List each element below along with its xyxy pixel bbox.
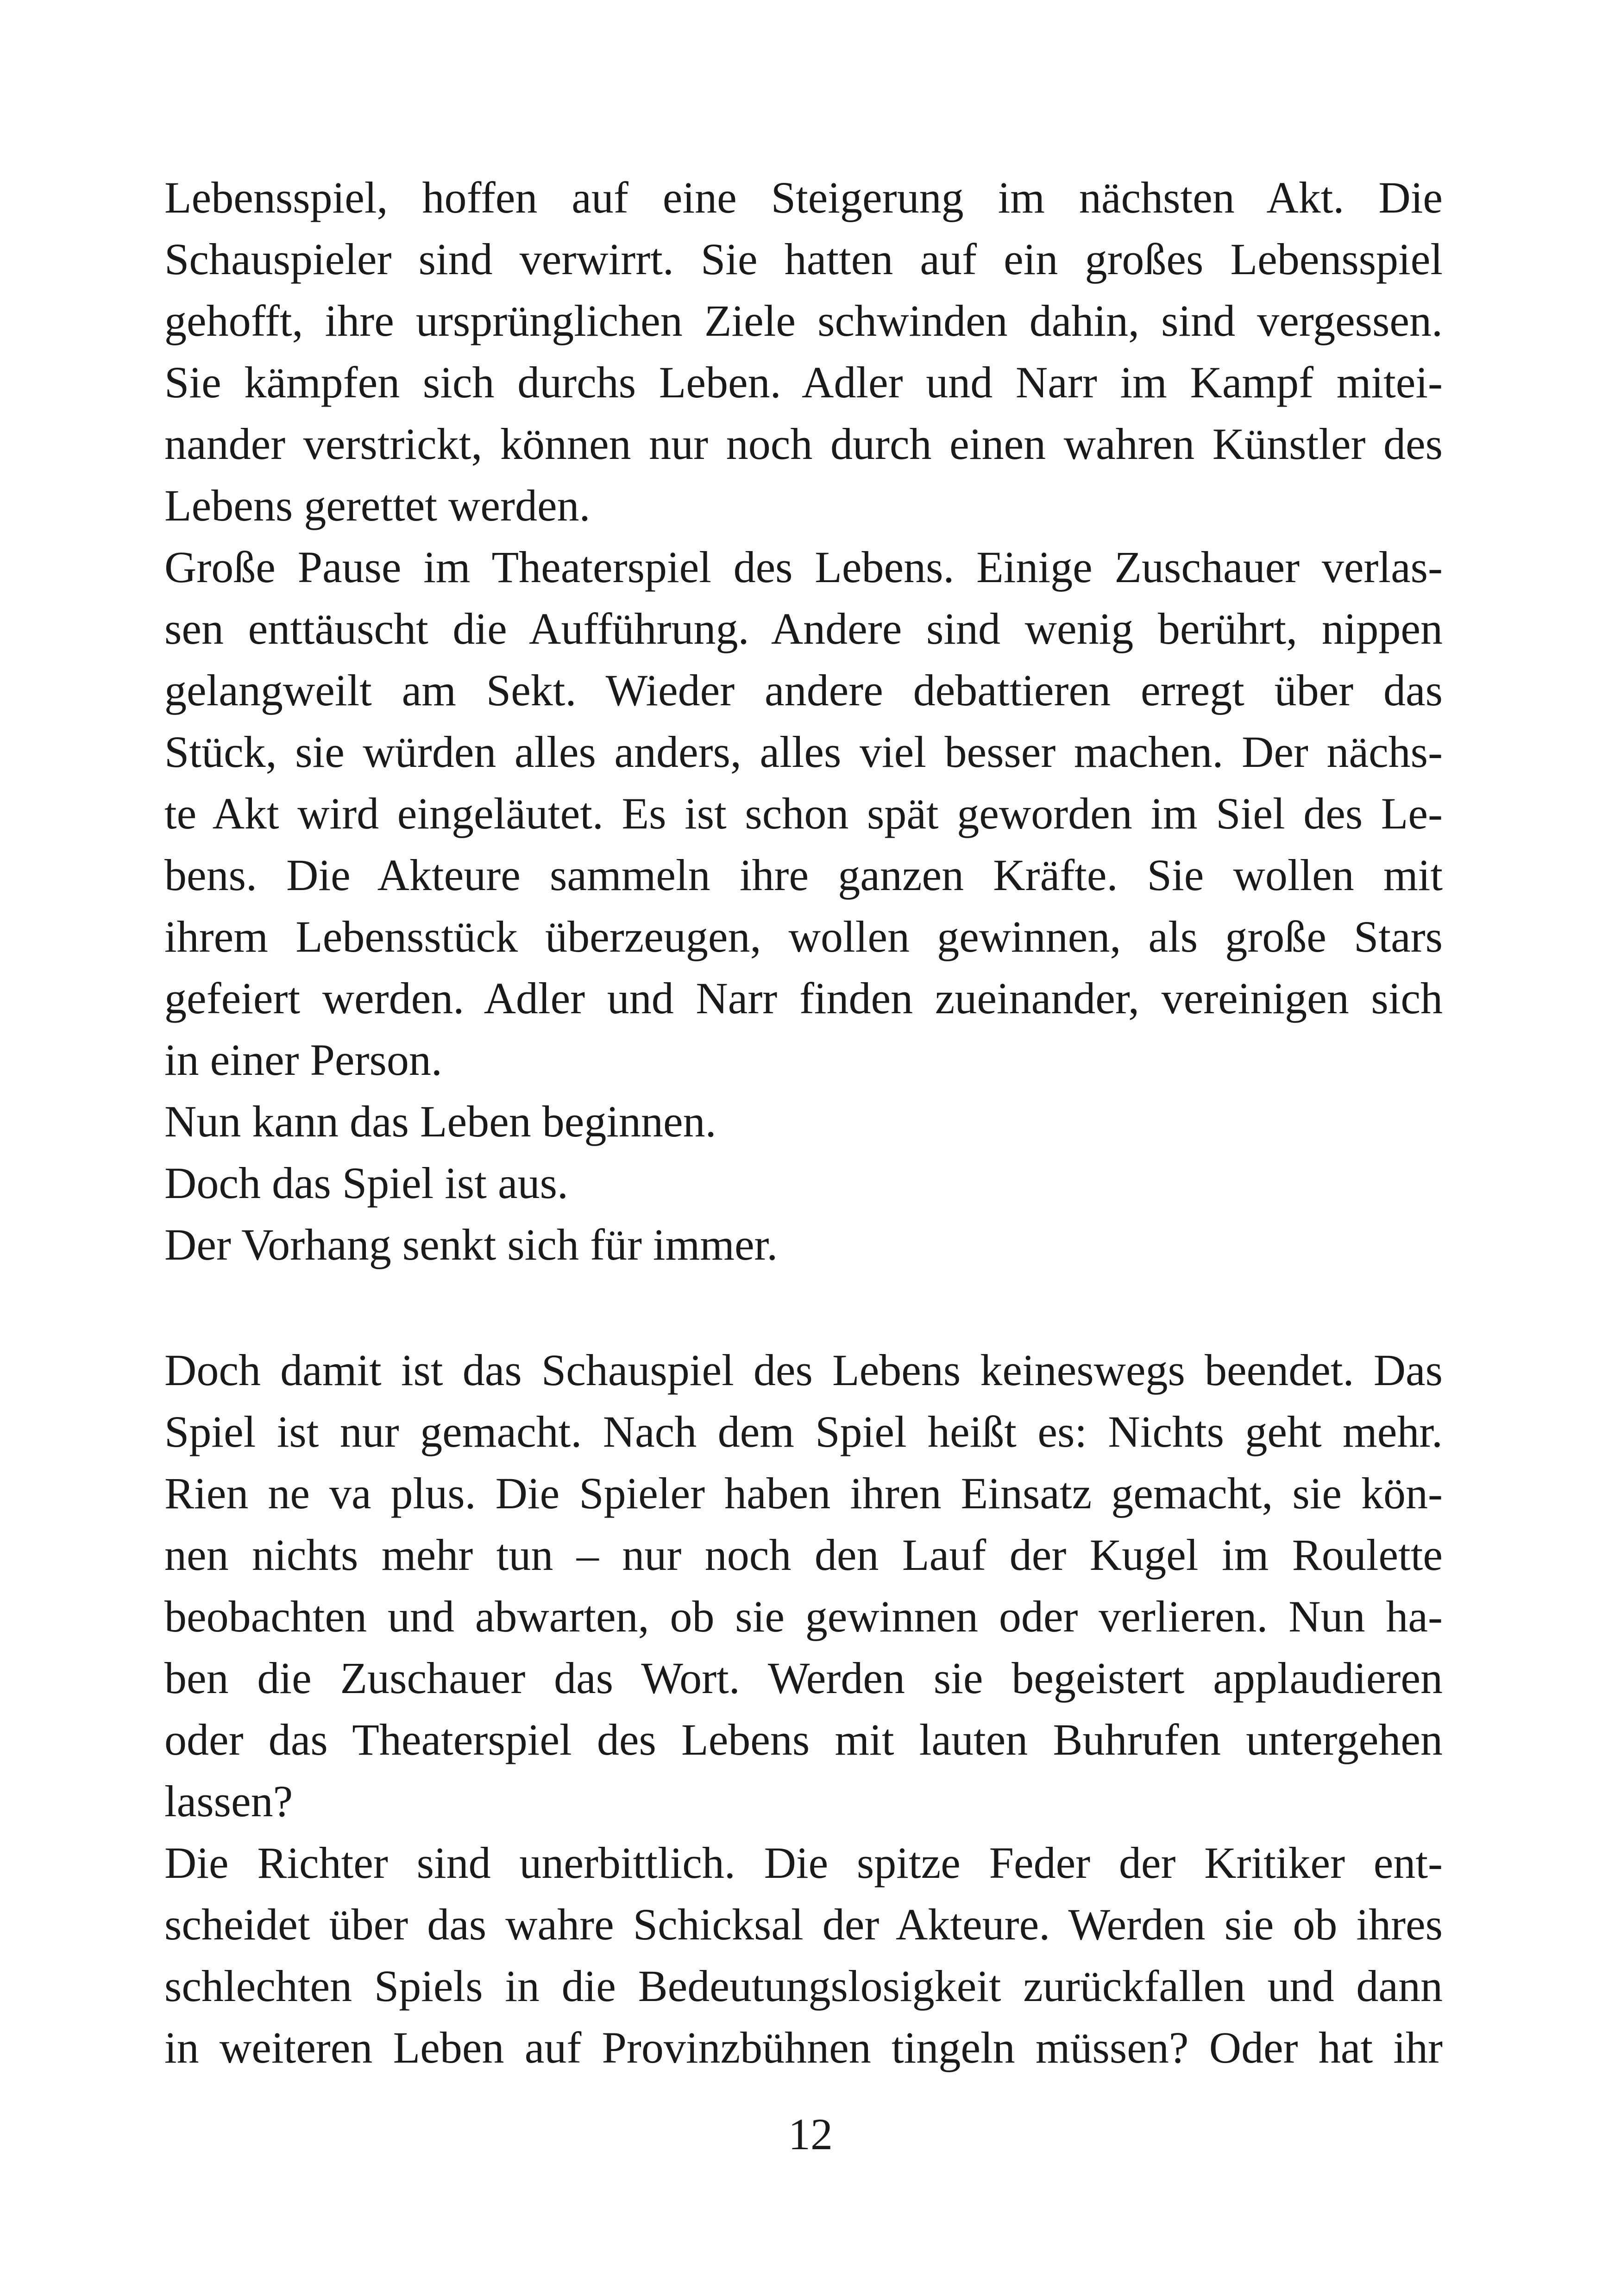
paragraph (164, 1832, 1443, 2078)
paragraph (164, 1091, 1443, 1152)
text-line: Spiel ist nur gemacht. Nach dem Spiel heißt es: Nichts geht mehr. (164, 1407, 1443, 1456)
text-line: Nun kann das Leben beginnen. (164, 1097, 716, 1146)
text-line: gelangweilt am Sekt. Wieder andere debattieren erregt über das (164, 665, 1443, 715)
paragraph (164, 536, 1443, 1091)
text-line: Stück, sie würden alles anders, alles viel besser machen. Der nächs- (164, 727, 1443, 777)
paragraph (164, 1214, 1443, 1275)
text-line: schlechten Spiels in die Bedeutungslosigkeit zurückfallen und dann (164, 1961, 1443, 2011)
text-line: bens. Die Akteure sammeln ihre ganzen Kräfte. Sie wollen mit (164, 850, 1443, 900)
text-line: Große Pause im Theaterspiel des Lebens. Einige Zuschauer verlas- (164, 542, 1443, 592)
text-line: beobachten und abwarten, ob sie gewinnen oder verlieren. Nun ha- (164, 1592, 1443, 1641)
text-block-1 (164, 167, 1443, 1275)
text-line: sen enttäuscht die Aufführung. Andere sind wenig berührt, nippen (164, 604, 1443, 653)
text-line: Lebens gerettet werden. (164, 481, 591, 530)
text-line: in weiteren Leben auf Provinzbühnen tingeln müssen? Oder hat ihr (164, 2023, 1443, 2072)
text-line: gefeiert werden. Adler und Narr finden zueinander, vereinigen sich (164, 973, 1443, 1023)
text-line: ben die Zuschauer das Wort. Werden sie begeistert applaudieren (164, 1653, 1443, 1703)
paragraph (164, 1339, 1443, 1832)
text-line: Der Vorhang senkt sich für immer. (164, 1220, 778, 1269)
page-number: 12 (788, 2109, 833, 2159)
text-line: lassen? (164, 1776, 293, 1826)
text-line: ihrem Lebensstück überzeugen, wollen gewinnen, als große Stars (164, 912, 1443, 961)
text-line: Sie kämpfen sich durchs Leben. Adler und Narr im Kampf mitei- (164, 358, 1443, 407)
text-line: te Akt wird eingeläutet. Es ist schon spät geworden im Siel des Le- (164, 789, 1443, 838)
text-line: nander verstrickt, können nur noch durch einen wahren Künstler des (164, 419, 1443, 469)
text-line: gehofft, ihre ursprünglichen Ziele schwinden dahin, sind vergessen. (164, 296, 1443, 345)
paragraph (164, 167, 1443, 536)
paragraph (164, 1152, 1443, 1214)
text-line: Doch das Spiel ist aus. (164, 1158, 568, 1208)
text-line: Doch damit ist das Schauspiel des Lebens keineswegs beendet. Das (164, 1345, 1443, 1395)
text-line: in einer Person. (164, 1035, 442, 1085)
text-block-2 (164, 1339, 1443, 2078)
text-line: Schauspieler sind verwirrt. Sie hatten auf ein großes Lebensspiel (164, 234, 1443, 284)
text-line: scheidet über das wahre Schicksal der Akteure. Werden sie ob ihres (164, 1900, 1443, 1949)
text-line: Die Richter sind unerbittlich. Die spitze Feder der Kritiker ent- (164, 1838, 1443, 1888)
text-line: oder das Theaterspiel des Lebens mit lauten Buhrufen untergehen (164, 1715, 1443, 1764)
text-line: Lebensspiel, hoffen auf eine Steigerung im nächsten Akt. Die (164, 173, 1443, 222)
text-line: nen nichts mehr tun – nur noch den Lauf der Kugel im Roulette (164, 1530, 1443, 1580)
text-line: Rien ne va plus. Die Spieler haben ihren Einsatz gemacht, sie kön- (164, 1468, 1443, 1518)
